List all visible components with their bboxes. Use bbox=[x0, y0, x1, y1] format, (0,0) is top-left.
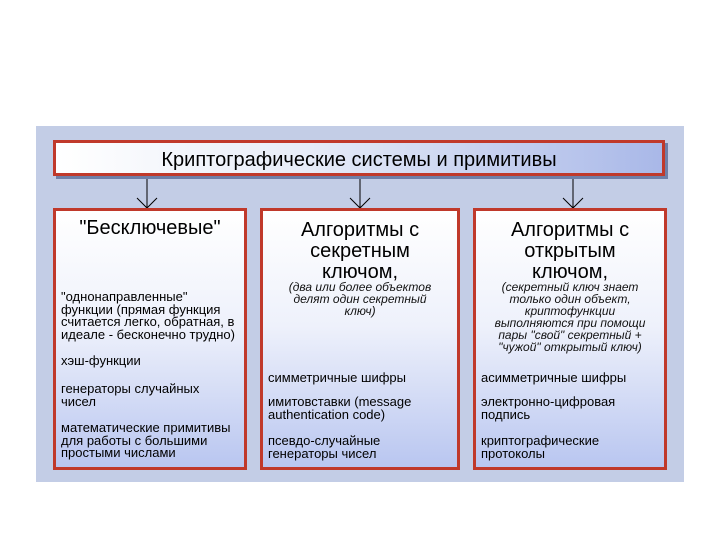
list-item: электронно-цифровая подпись bbox=[481, 394, 616, 422]
list-item: генераторы случайных чисел bbox=[61, 381, 200, 409]
diagram-title: Криптографические системы и примитивы bbox=[161, 149, 557, 171]
column-heading-secret-key: Алгоритмы с секретным ключом, bbox=[300, 219, 420, 283]
title-box bbox=[53, 140, 665, 176]
list-item: симметричные шифры bbox=[268, 370, 406, 385]
list-item: имитовставки (message authentication code) bbox=[268, 394, 412, 422]
list-item: асимметричные шифры bbox=[481, 370, 627, 385]
list-item: математические примитивы для работы с большими простыми числами bbox=[61, 420, 231, 460]
public-key-column bbox=[473, 208, 667, 470]
list-item: криптографические протоколы bbox=[481, 433, 600, 461]
column-heading-public-key: Алгоритмы с открытым ключом, bbox=[510, 219, 630, 283]
column-note-public-key: (секретный ключ знает только один объект, криптофункции выполняются при помощи пары "свой" секретный + "чужой" открытый ключ) bbox=[494, 280, 646, 354]
list-item: псевдо-случайные генераторы чисел bbox=[268, 433, 381, 461]
list-item: хэш-функции bbox=[61, 353, 141, 368]
column-heading-keyless: "Бесключевые" bbox=[79, 217, 221, 239]
keyless-column bbox=[53, 208, 247, 470]
column-note-secret-key: (два или более объектов делят один секретный ключ) bbox=[288, 280, 432, 318]
list-item: "однонаправленные" функции (прямая функция считается легко, обратная, в идеале - бесконечно трудно) bbox=[61, 289, 235, 342]
secret-key-column bbox=[260, 208, 460, 470]
